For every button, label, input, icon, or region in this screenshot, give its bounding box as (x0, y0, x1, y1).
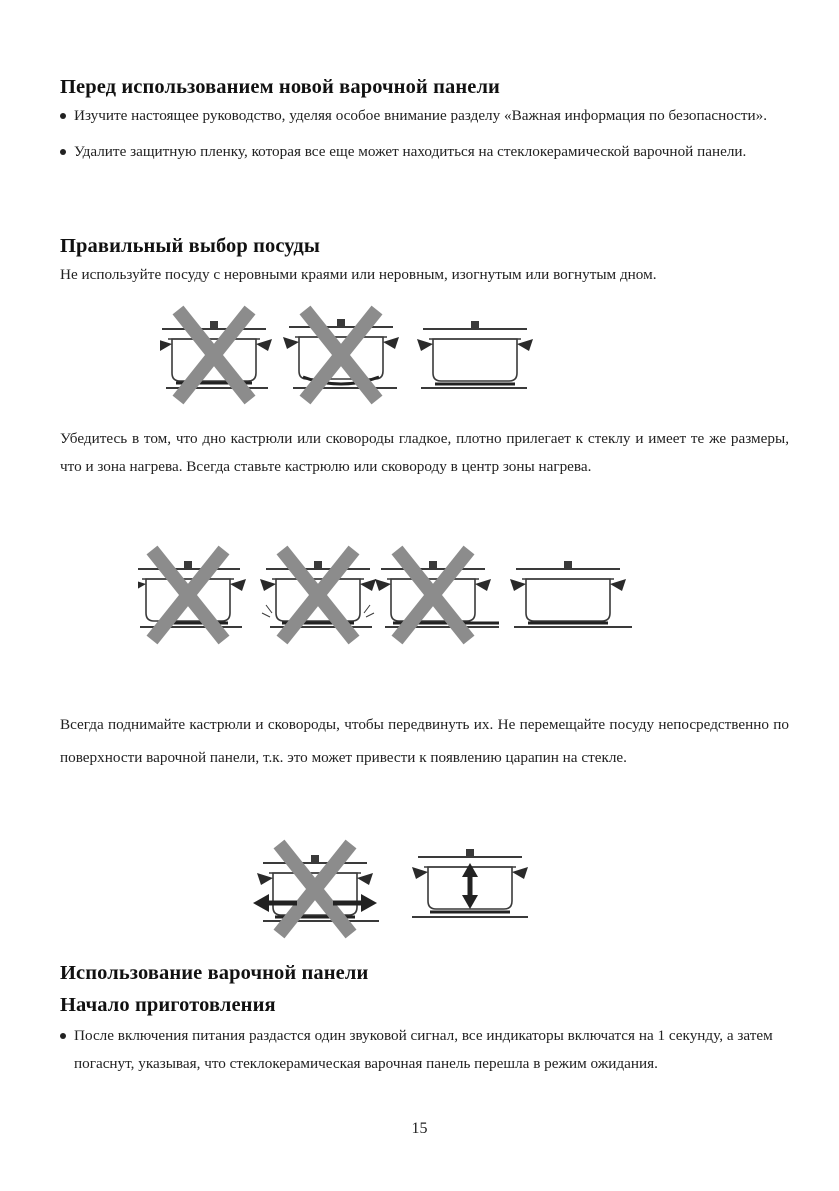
usage-list (60, 1022, 789, 1078)
heading-before-use: Перед использованием новой варочной панели (60, 76, 500, 98)
cookware-lift-figure (245, 833, 535, 943)
heading-usage: Использование варочной панели (60, 962, 369, 984)
cookware-bottom-figure (160, 305, 540, 405)
heading-cooking-start: Начало приготовления (60, 994, 276, 1016)
pot-correct-size (510, 561, 632, 627)
pot-off-center (260, 550, 376, 640)
pot-curved-bottom (283, 310, 399, 400)
pot-correct (417, 321, 533, 388)
center-paragraph: Убедитесь в том, что дно кастрюли или сковороды гладкое, плотно прилегает к стеклу и имеет те же размеры, что и зона нагрева. Всегда ставьте кастрюлю или сковороду в центр зоны нагрева. (60, 430, 789, 475)
pot-uneven-rim (160, 310, 272, 400)
lift-paragraph: Всегда поднимайте кастрюли и сковороды, чтобы передвинуть их. Не перемещайте посуду непосредственно по поверхности варочной панели, т.к. это может привести к появлению царапин на стекле. (60, 716, 789, 766)
list-item: Удалите защитную пленку, которая все еще может находиться на стеклокерамической варочной панели. (60, 138, 789, 166)
pot-zone-too-large (375, 550, 499, 640)
heading-cookware: Правильный выбор посуды (60, 235, 320, 257)
list-item: После включения питания раздастся один звуковой сигнал, все индикаторы включатся на 1 секунду, а затем погаснут, указывая, что стеклокерамическая варочная панель перешла в режим ожидания. (60, 1022, 789, 1078)
cookware-intro: Не используйте посуду с неровными краями или неровным, изогнутым или вогнутым дном. (60, 266, 657, 283)
pot-lifting-correct (412, 849, 528, 917)
list-item: Изучите настоящее руководство, уделяя особое внимание разделу «Важная информация по безопасности». (60, 102, 789, 130)
before-use-list (60, 102, 789, 174)
cookware-size-figure (138, 545, 638, 645)
pot-too-small-zone (138, 550, 246, 640)
pot-sliding-wrong (253, 844, 379, 934)
page-number: 15 (411, 1120, 428, 1137)
